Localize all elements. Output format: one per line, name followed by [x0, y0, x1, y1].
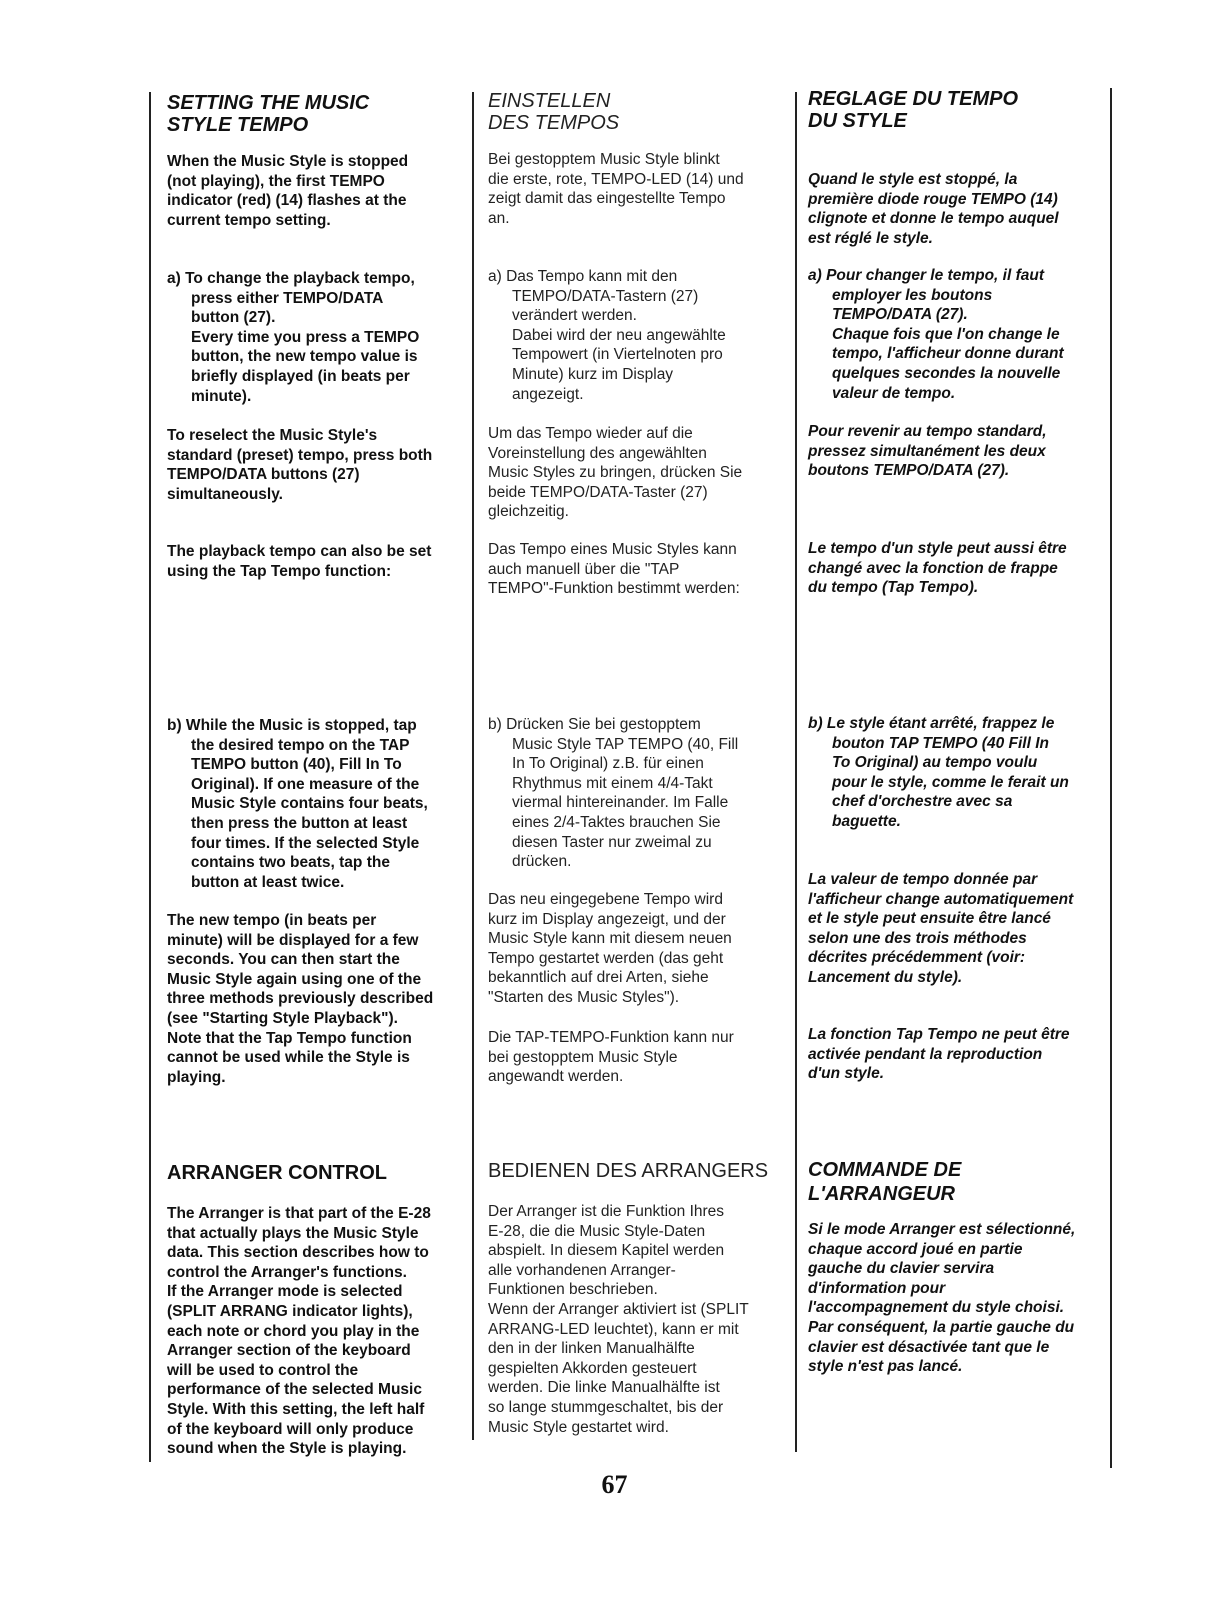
- german-step-b: b) Drücken Sie bei gestopptem Music Style TAP TEMPO (40, Fill In To Original) z.B. für einen Rhythmus mit einem 4/4-Takt viermal hintereinander. Im Falle eines 2/4-Taktes brauchen Sie diesen Taster nur zweimal zu drücken.: [488, 716, 739, 871]
- english-reselect: To reselect the Music Style's standard (preset) tempo, press both TEMPO/DATA buttons (27) simultaneously.: [167, 427, 433, 503]
- german-heading: EINSTELLEN DES TEMPOS: [488, 90, 620, 134]
- column-rule-center-left: [472, 92, 474, 1440]
- french-arranger-text: Si le mode Arranger est sélectionné, chaque accord joué en partie gauche du clavier servira d'information pour l'accompagnement du style choisi. Par conséquent, la partie gauche du clavier est désactivée tant que le style n'est pas lancé.: [808, 1221, 1076, 1376]
- column-rule-right: [1110, 88, 1112, 1468]
- english-arranger-heading: ARRANGER CONTROL: [167, 1162, 387, 1184]
- french-arranger-heading: COMMANDE DE L'ARRANGEUR: [808, 1159, 962, 1205]
- german-note: Die TAP-TEMPO-Funktion kann nur bei gestopptem Music Style angewandt werden.: [488, 1029, 734, 1086]
- page-number: 67: [601, 1470, 628, 1499]
- english-new-tempo: The new tempo (in beats per minute) will be displayed for a few seconds. You can then start the Music Style again using one of the three methods previously described (see "Starting Style Playback"). Note that the Tap Tempo function cannot be used while the Style is playing.: [167, 912, 434, 1086]
- english-tap-intro: The playback tempo can also be set using the Tap Tempo function:: [167, 543, 432, 580]
- german-intro: Bei gestopptem Music Style blinkt die erste, rote, TEMPO-LED (14) und zeigt damit das eingestellte Tempo an.: [488, 151, 744, 227]
- french-tap-intro: Le tempo d'un style peut aussi être changé avec la fonction de frappe du tempo (Tap Tempo).: [808, 540, 1067, 597]
- german-new-tempo: Das neu eingegebene Tempo wird kurz im Display angezeigt, und der Music Style kann mit diesem neuen Tempo gestartet werden (das geht bekanntlich auf drei Arten, siehe "Starten des Music Styles").: [488, 891, 732, 1006]
- french-new-tempo: La valeur de tempo donnée par l'afficheur change automatiquement et le style peut ensuite être lancé selon une des trois méthodes décrites précédemment (voir: Lancement du style).: [808, 871, 1074, 986]
- column-rule-left: [149, 92, 151, 1462]
- column-rule-center-right: [795, 92, 797, 1452]
- french-step-a: a) Pour changer le tempo, il faut employer les boutons TEMPO/DATA (27). Chaque fois que l'on change le tempo, l'afficheur donne durant quelques secondes la nouvelle valeur de tempo.: [808, 267, 1064, 402]
- german-arranger-heading: BEDIENEN DES ARRANGERS: [488, 1160, 769, 1182]
- english-arranger-text: The Arranger is that part of the E-28 that actually plays the Music Style data. This section describes how to control the Arranger's functions. If the Arranger mode is selected (SPLIT ARRANG indicator lights), each note or chord you play in the Arranger section of the keyboard will be used to control the performance of the selected Music Style. With this setting, the left half of the keyboard will only produce sound when the Style is playing.: [167, 1205, 431, 1458]
- german-reselect: Um das Tempo wieder auf die Voreinstellung des angewählten Music Styles zu bringen, drücken Sie beide TEMPO/DATA-Taster (27) gleichzeitig.: [488, 425, 743, 521]
- german-arranger-text: Der Arranger ist die Funktion Ihres E-28, die die Music Style-Daten abspielt. In diesem Kapitel werden alle vorhandenen Arranger- Funktionen beschrieben. Wenn der Arranger aktiviert ist (SPLIT ARRANG-LED leuchtet), kann er mit den in der linken Manualhälfte gespielten Akkorden gesteuert werden. Die linke Manualhälfte ist so lange stummgeschaltet, bis der Music Style gestartet wird.: [488, 1203, 749, 1436]
- french-step-b: b) Le style étant arrêté, frappez le bouton TAP TEMPO (40 Fill In To Original) au tempo voulu pour le style, comme le ferait un chef d'orchestre avec sa baguette.: [808, 715, 1069, 830]
- french-intro: Quand le style est stoppé, la première diode rouge TEMPO (14) clignote et donne le tempo auquel est réglé le style.: [808, 171, 1059, 247]
- french-heading: REGLAGE DU TEMPO DU STYLE: [808, 88, 1019, 132]
- german-tap-intro: Das Tempo eines Music Styles kann auch manuell über die "TAP TEMPO"-Funktion bestimmt werden:: [488, 541, 740, 598]
- french-reselect: Pour revenir au tempo standard, pressez simultanément les deux boutons TEMPO/DATA (27).: [808, 423, 1047, 480]
- english-heading: SETTING THE MUSIC STYLE TEMPO: [167, 92, 370, 136]
- english-step-a: a) To change the playback tempo, press either TEMPO/DATA button (27). Every time you press a TEMPO button, the new tempo value is briefly displayed (in beats per minute).: [167, 270, 420, 405]
- french-note: La fonction Tap Tempo ne peut être activée pendant la reproduction d'un style.: [808, 1026, 1070, 1083]
- english-intro: When the Music Style is stopped (not playing), the first TEMPO indicator (red) (14) flashes at the current tempo setting.: [167, 153, 409, 229]
- german-step-a: a) Das Tempo kann mit den TEMPO/DATA-Tastern (27) verändert werden. Dabei wird der neu angewählte Tempowert (in Viertelnoten pro Minute) kurz im Display angezeigt.: [488, 268, 726, 403]
- english-step-b: b) While the Music is stopped, tap the desired tempo on the TAP TEMPO button (40), Fill In To Original). If one measure of the Music Style contains four beats, then press the button at least four times. If the selected Style contains two beats, tap the button at least twice.: [167, 717, 428, 891]
